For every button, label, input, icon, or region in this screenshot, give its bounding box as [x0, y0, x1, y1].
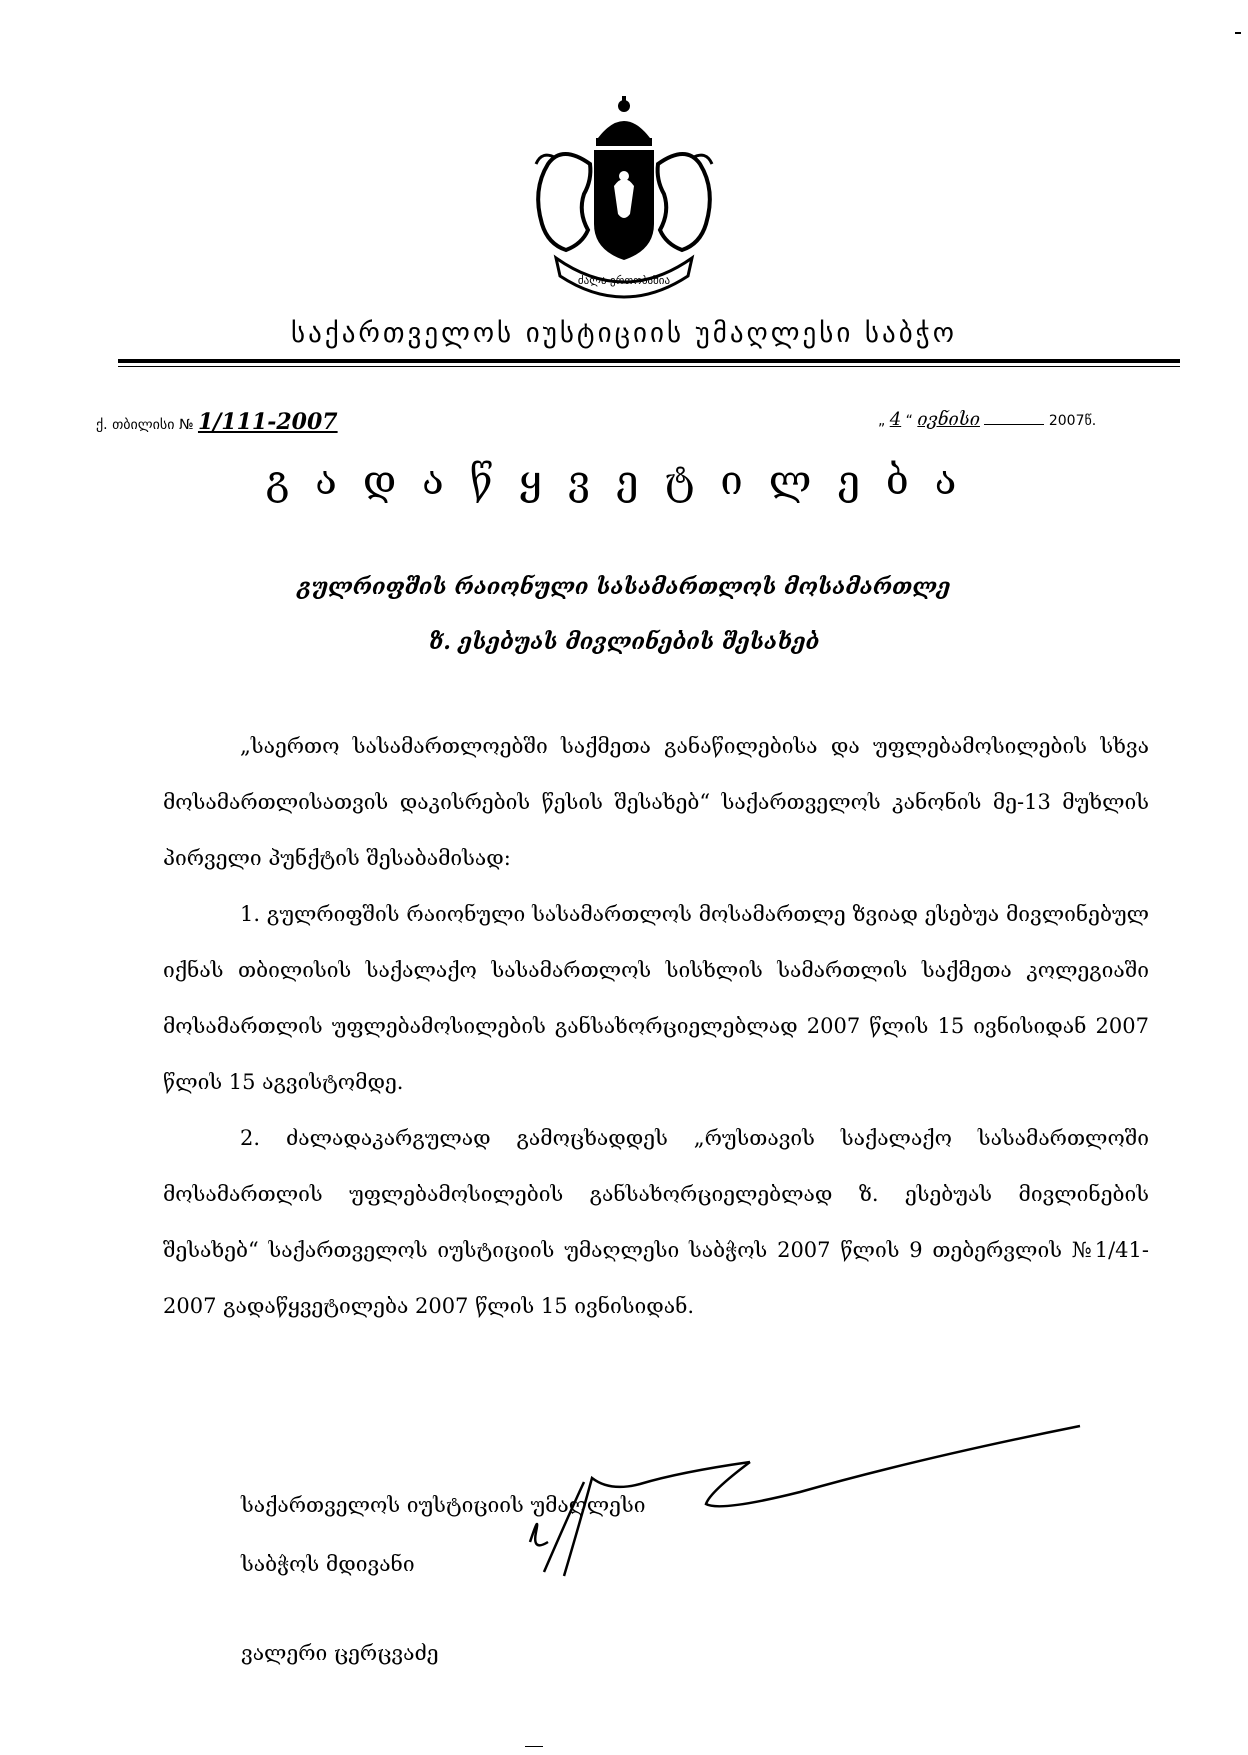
date-close-quote: “: [905, 413, 913, 429]
document-number: 1/111-2007: [197, 409, 338, 435]
emblem-motto: ძალა ერთობაშია: [577, 274, 671, 287]
handwritten-signature: [500, 1372, 1100, 1612]
paragraph-intro: „საერთო სასამართლოებში საქმეთა განაწილებისა და უფლებამოსილების სხვა მოსამართლისათვის დაკისრების წესის შესახებ“ საქართველოს კანონის მე-13 მუხლის პირველი პუნქტის შესაბამისად:: [163, 734, 1149, 870]
paragraph-item-1: 1. გულრიფშის რაიონული სასამართლოს მოსამართლე ზვიად ესებუა მივლინებულ იქნას თბილისის საქალაქო სასამართლოს სისხლის სამართლის საქმეთა კოლეგიაში მოსამართლის უფლებამოსილების განსახორციელებლად 2007 წლის 15 ივნისიდან 2007 წლის 15 აგვისტომდე.: [163, 902, 1149, 1094]
date-month: ივნისი: [917, 409, 980, 430]
subject-line-2: ზ. ესებუას მივლინების შესახებ: [428, 629, 820, 655]
date-open-quote: „: [878, 413, 886, 429]
coat-of-arms-emblem: [512, 94, 736, 304]
header-rule-thick: [118, 359, 1180, 363]
document-type-heading: გადაწყვეტილება: [265, 458, 983, 504]
scan-mark: [1235, 32, 1241, 34]
city-label: ქ. თბილისი №: [96, 417, 194, 433]
document-body: [163, 718, 1149, 1334]
paragraph-item-2: 2. ძალადაკარგულად გამოცხადდეს „რუსთავის საქალაქო სასამართლოში მოსამართლის უფლებამოსილების განსახორციელებლად ზ. ესებუას მივლინების შესახებ“ საქართველოს იუსტიციის უმაღლესი საბჭოს 2007 წლის 9 თებერვლის №1/41-2007 გადაწყვეტილება 2007 წლის 15 ივნისიდან.: [163, 1126, 1149, 1318]
signer-title-line-1: საქართველოს იუსტიციის უმაღლესი: [241, 1493, 646, 1517]
date-year: 2007: [1048, 413, 1085, 429]
scan-mark-bottom: [525, 1746, 543, 1747]
date-day: 4: [889, 409, 902, 430]
organization-title: საქართველოს იუსტიციის უმაღლესი საბჭო: [291, 318, 957, 349]
signer-title-line-2: საბჭოს მდივანი: [241, 1552, 415, 1576]
document-number-block: [96, 409, 338, 435]
date-blank: [984, 424, 1044, 425]
date-year-suffix: წ.: [1084, 413, 1097, 429]
signer-name: ვალერი ცერცვაძე: [241, 1641, 439, 1665]
document-date-block: [878, 409, 1096, 430]
subject-line-1: გულრიფშის რაიონული სასამართლოს მოსამართლე: [297, 574, 951, 600]
header-rule-thin: [118, 366, 1180, 367]
